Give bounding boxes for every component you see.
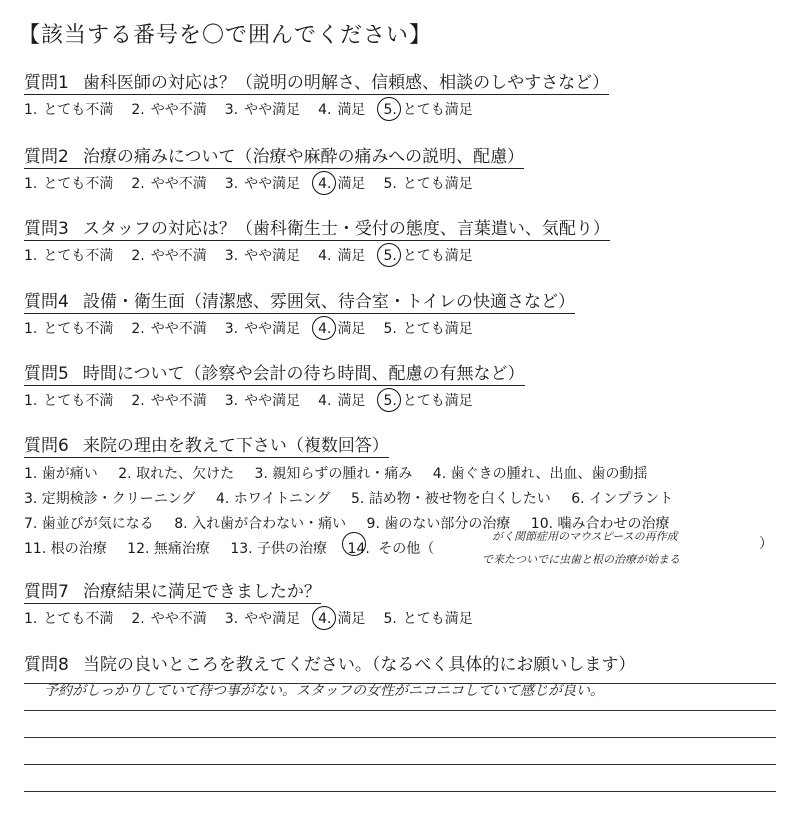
option-number: 5. [383,611,397,627]
option-label: やや満足 [244,102,301,118]
circled-number: 14. [348,537,370,562]
option [225,318,300,338]
option-number: 2. [131,393,145,409]
question-7-title [24,577,321,604]
q6-options [24,462,784,562]
option-number: 5. [383,248,397,264]
option [225,608,300,628]
option-number: 1. [24,248,38,264]
option [225,99,300,119]
q6-option: 13. 子供の治療 [230,541,328,557]
question-text: 来院の理由を教えて下さい（複数回答） [82,436,389,456]
option-number: 1. [24,321,38,337]
option-label: 満足 [337,248,366,264]
question-text: 設備・衛生面（清潔感、雰囲気、待合室・トイレの快適さなど） [82,292,575,312]
option [24,245,113,265]
option-label: とても満足 [402,176,473,192]
option-label: とても不満 [43,611,114,627]
q5-options [24,390,784,410]
option-number: 5. [383,102,397,118]
question-text: スタッフの対応は？（歯科衛生士・受付の態度、言葉遣い、気配り） [82,219,610,239]
option-selected [318,318,365,338]
option-number: 4. [318,102,332,118]
option-number: 1. [24,176,38,192]
question-number: 質問8 [24,655,69,675]
answer-line [24,764,776,765]
option-number: 4. [318,393,332,409]
q6-option: 3. 親知らずの腫れ・痛み [254,466,413,482]
q2-options [24,173,784,193]
option-number: 3. [224,393,239,409]
option [383,318,472,338]
question-8 [24,650,784,676]
option-label: やや不満 [150,321,207,337]
q6-row [24,462,784,487]
option-label: とても満足 [402,248,473,264]
handwritten-other-1: がく関節症用のマウスピースの再作成 [492,530,678,543]
option-number: 3. [224,102,239,118]
option-label: 満足 [337,321,366,337]
option-number: 2. [131,176,145,192]
option-label: やや不満 [150,102,207,118]
option-label: とても不満 [43,176,114,192]
q6-option: 6. インプラント [571,491,674,507]
option-number: 5. [383,393,397,409]
option-number: 4. [318,321,332,337]
question-4-title [24,287,575,314]
option [225,390,300,410]
option-label: とても不満 [43,248,114,264]
option-label: とても不満 [43,102,114,118]
question-number: 質問2 [24,147,69,167]
question-3-title [24,214,610,241]
option-label: やや不満 [150,611,207,627]
option-label: やや満足 [244,611,301,627]
question-text: 時間について（診察や会計の待ち時間、配慮の有無など） [82,364,525,384]
option-label: 満足 [337,176,366,192]
question-number: 質問1 [24,73,69,93]
q6-option: 4. ホワイトニング [215,491,331,507]
option-number: 3. [224,248,239,264]
option-label: やや満足 [244,393,301,409]
option [24,608,113,628]
option-label: 満足 [337,611,366,627]
answer-lines [24,683,776,818]
option-number: 2. [131,321,145,337]
option-number: 2. [131,102,145,118]
option [131,318,206,338]
option [318,390,365,410]
option [225,245,300,265]
q6-option: 10. 噛み合わせの治療 [530,516,670,532]
q6-option: 9. 歯のない部分の治療 [366,516,511,532]
question-3 [24,214,784,265]
option-label: やや満足 [244,176,301,192]
option-number: 4. [318,176,332,192]
question-5-title [24,359,525,386]
option-number: 5. [383,176,397,192]
option-label: やや不満 [150,248,207,264]
question-1 [24,68,784,119]
option-label: とても満足 [402,393,473,409]
option [131,390,206,410]
question-number: 質問3 [24,219,69,239]
page-title: 【該当する番号を〇で囲んでください】 [18,23,433,48]
q3-options [24,245,784,265]
option-number: 5. [383,321,397,337]
q6-option: 1. 歯が痛い [24,466,98,482]
option-selected [383,245,472,265]
q6-option: 4. 歯ぐきの腫れ、出血、歯の動揺 [432,466,648,482]
question-text: 治療結果に満足できましたか？ [82,582,321,602]
option [24,173,113,193]
question-number: 質問6 [24,436,69,456]
option-selected [318,608,365,628]
q6-option: 7. 歯並びが気になる [24,516,154,532]
q6-option: 2. 取れた、欠けた [118,466,235,482]
other-paren-close: ） [759,536,773,552]
option-number: 3. [224,176,239,192]
question-8-title [24,650,635,676]
answer-line [24,791,776,792]
option-label: 満足 [337,393,366,409]
q6-option: 5. 詰め物・被せ物を白くしたい [351,491,551,507]
option-number: 1. [24,393,38,409]
option-label: とても不満 [43,393,114,409]
option [318,99,365,119]
option-label: やや不満 [150,176,207,192]
option [318,245,365,265]
answer-line [24,710,776,711]
q6-option: 11. 根の治療 [24,541,107,557]
q6-option: 12. 無痛治療 [127,541,210,557]
option-selected [383,99,472,119]
option-label: やや満足 [244,248,301,264]
q6-option: 8. 入れ歯が合わない・痛い [174,516,347,532]
question-text: 当院の良いところを教えてください。（なるべく具体的にお願いします） [82,655,636,675]
question-number: 質問5 [24,364,69,384]
option-number: 2. [131,248,145,264]
q6-option-other: その他（ [378,541,435,557]
option [383,173,472,193]
question-1-title [24,68,609,95]
option-number: 4. [318,611,332,627]
option [131,173,206,193]
q7-options [24,608,784,628]
option [383,608,472,628]
option-selected [383,390,472,410]
q1-options [24,99,784,119]
question-6-title [24,431,389,458]
option-label: とても不満 [43,321,114,337]
option-number: 4. [318,248,332,264]
option [225,173,300,193]
question-5 [24,359,784,410]
question-7 [24,577,784,628]
option-selected [318,173,365,193]
option-label: 満足 [337,102,366,118]
option-number: 2. [131,611,145,627]
option-number: 1. [24,611,38,627]
question-2-title [24,142,524,169]
option [131,99,206,119]
q6-row [24,487,784,512]
answer-line [24,737,776,738]
question-4 [24,287,784,338]
handwritten-other-2: で来たついでに虫歯と根の治療が始まる [482,553,680,566]
option-label: やや満足 [244,321,301,337]
q6-option-selected [348,537,370,562]
question-number: 質問4 [24,292,69,312]
option [24,318,113,338]
option [131,608,206,628]
option-label: とても満足 [402,611,473,627]
question-6 [24,431,784,566]
question-text: 治療の痛みについて（治療や麻酔の痛みへの説明、配慮） [82,147,525,167]
option [24,390,113,410]
question-2 [24,142,784,193]
option-label: とても満足 [402,102,473,118]
q4-options [24,318,784,338]
option-number: 3. [224,321,239,337]
question-number: 質問7 [24,582,69,602]
option-label: とても満足 [402,321,473,337]
question-text: 歯科医師の対応は？（説明の明解さ、信頼感、相談のしやすさなど） [82,73,610,93]
option [131,245,206,265]
option-number: 3. [224,611,239,627]
q6-option: 3. 定期検診・クリーニング [24,491,196,507]
option-label: やや不満 [150,393,207,409]
option-number: 1. [24,102,38,118]
option [24,99,113,119]
handwritten-answer: 予約がしっかりしていて待つ事がない。スタッフの女性がニコニコしていて感じが良い。 [44,683,604,699]
